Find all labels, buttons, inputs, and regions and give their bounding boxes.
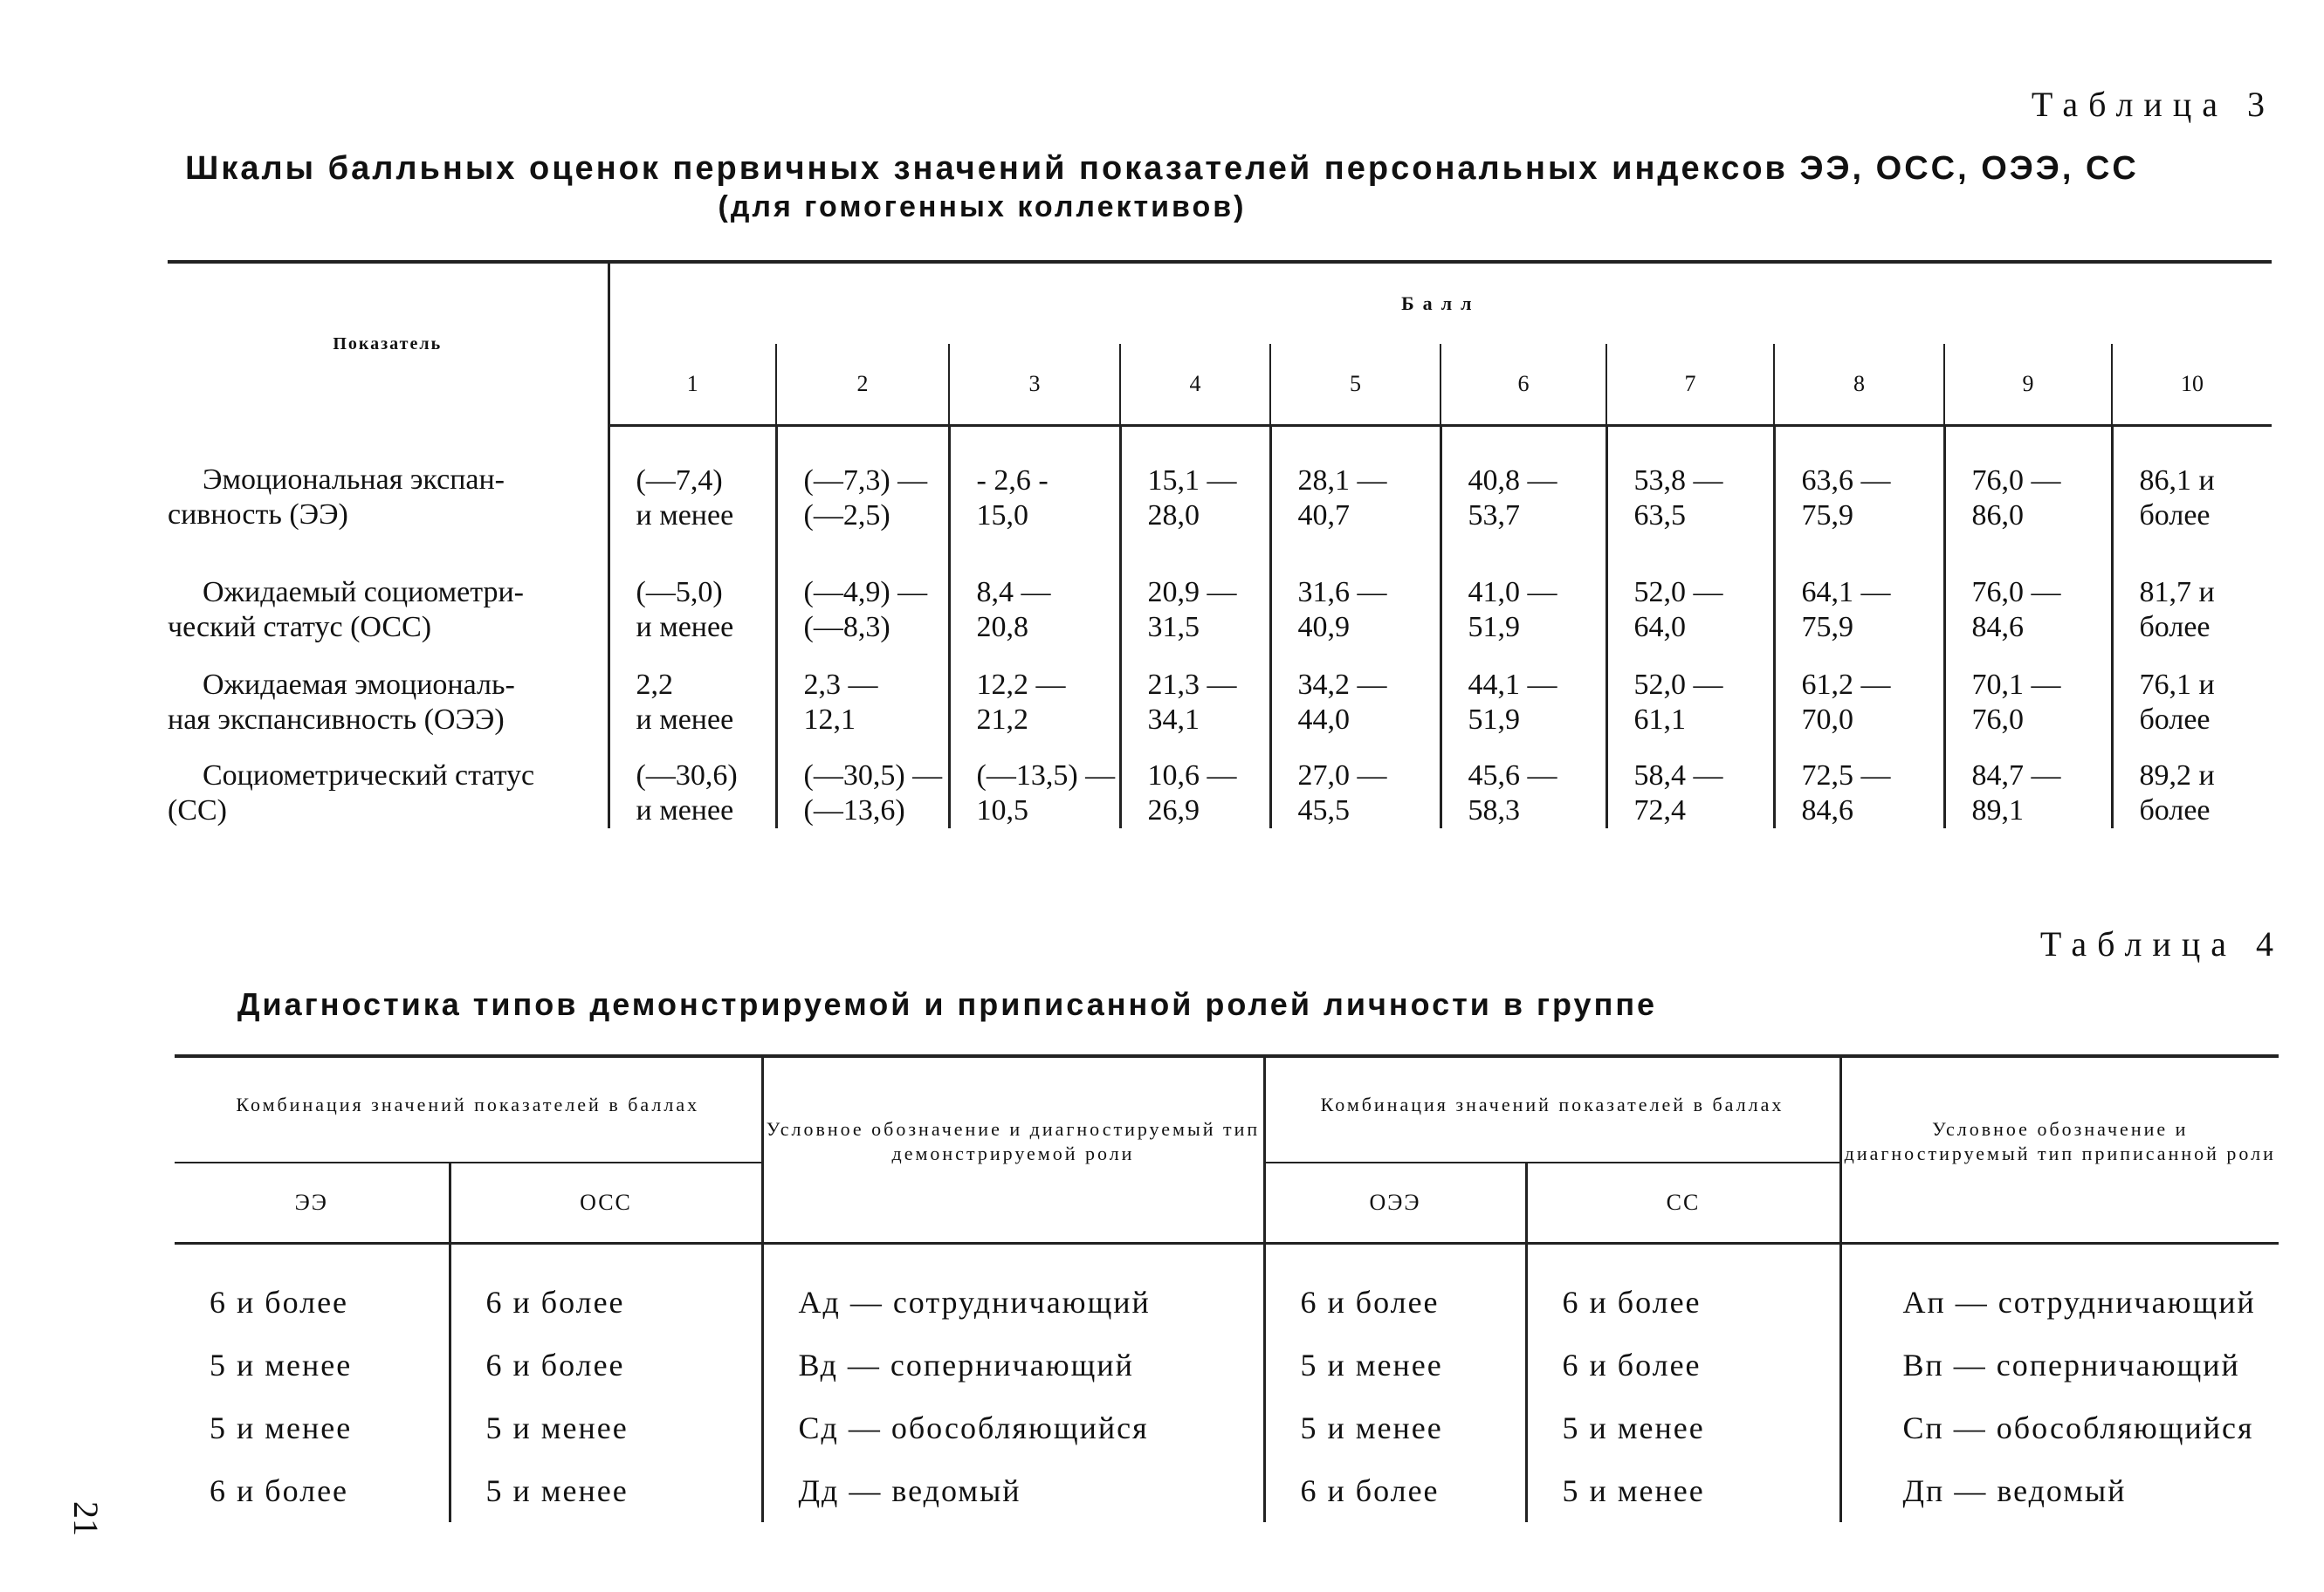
range-line2: 84,6	[1971, 611, 2024, 643]
range-line1: 86,1 и	[2139, 464, 2215, 497]
table3-row	[168, 661, 2272, 751]
score-range-cell	[776, 426, 949, 567]
range-line2: 51,9	[1468, 703, 1520, 736]
range-line1: 81,7 и	[2139, 576, 2215, 608]
demonstrated-role: Дд — ведомый	[762, 1459, 1264, 1522]
score-range-cell	[776, 751, 949, 828]
table4-row	[175, 1334, 2279, 1396]
score-range-cell	[2112, 751, 2272, 828]
col-ss-header: СС	[1526, 1163, 1840, 1244]
range-line1: 64,1 —	[1801, 576, 1891, 608]
score-col-5: 5	[1270, 344, 1440, 426]
score-col-1: 1	[609, 344, 776, 426]
ascribed-role: Ап — сотрудничающий	[1902, 1285, 2256, 1320]
range-line1: 76,1 и	[2139, 669, 2215, 701]
range-line2: 26,9	[1147, 794, 1200, 827]
range-line2: 40,9	[1297, 611, 1350, 643]
range-line1: 76,0 —	[1971, 464, 2061, 497]
score-col-7: 7	[1606, 344, 1774, 426]
score-range-cell	[1440, 751, 1606, 828]
score-col-10: 10	[2112, 344, 2272, 426]
indicator-name-line1: Ожидаемая эмоциональ-	[203, 669, 515, 701]
score-range-cell	[1606, 426, 1774, 567]
score-range-cell	[2112, 566, 2272, 661]
range-line1: (—4,9) —	[803, 576, 928, 608]
range-line2: 20,8	[976, 611, 1028, 643]
range-line1: 63,6 —	[1801, 464, 1891, 497]
range-line1: 34,2 —	[1297, 669, 1387, 701]
score-range-cell	[1120, 661, 1270, 751]
score-range-cell	[1440, 426, 1606, 567]
range-line1: 27,0 —	[1297, 759, 1387, 792]
table4	[175, 1054, 2279, 1522]
score-header: Балл	[609, 262, 2272, 344]
ee-value: 5 и менее	[175, 1396, 450, 1459]
table4-row	[175, 1396, 2279, 1459]
score-range-cell	[1120, 751, 1270, 828]
ss-value: 6 и более	[1526, 1244, 1840, 1335]
range-line1: 12,2 —	[976, 669, 1066, 701]
indicator-name-line2: сивность (ЭЭ)	[168, 498, 348, 531]
range-line1: 10,6 —	[1147, 759, 1237, 792]
col-ee-header: ЭЭ	[175, 1163, 450, 1244]
score-range-cell	[949, 751, 1120, 828]
ss-value: 6 и более	[1526, 1334, 1840, 1396]
score-range-cell	[1944, 426, 2112, 567]
range-line1: 53,8 —	[1633, 464, 1723, 497]
oee-value: 5 и менее	[1264, 1396, 1526, 1459]
score-range-cell	[949, 426, 1120, 567]
range-line1: 21,3 —	[1147, 669, 1237, 701]
score-range-cell	[1774, 751, 1944, 828]
score-range-cell	[1270, 426, 1440, 567]
cond-left-header: Условное обозначение и диагностируемый тип демонстрируемой роли	[762, 1056, 1264, 1244]
range-line2: 34,1	[1147, 703, 1200, 736]
range-line2: и менее	[636, 499, 734, 532]
score-range-cell	[1120, 426, 1270, 567]
range-line2: более	[2139, 703, 2211, 736]
ee-value: 6 и более	[175, 1244, 450, 1335]
table4-label: Таблица 4	[2039, 924, 2284, 964]
table4-title: Диагностика типов демонстрируемой и приписанной ролей личности в группе	[237, 986, 1658, 1022]
table4-row	[175, 1459, 2279, 1522]
range-line1: 40,8 —	[1468, 464, 1557, 497]
oee-value: 6 и более	[1264, 1459, 1526, 1522]
indicator-name	[168, 751, 609, 828]
range-line1: (—7,4)	[636, 464, 723, 497]
range-line2: 89,1	[1971, 794, 2024, 827]
demonstrated-role: Ад — сотрудничающий	[762, 1244, 1264, 1335]
range-line1: 15,1 —	[1147, 464, 1237, 497]
range-line1: 61,2 —	[1801, 669, 1891, 701]
score-range-cell	[1440, 661, 1606, 751]
range-line1: 2,3 —	[803, 669, 878, 701]
oee-value: 6 и более	[1264, 1244, 1526, 1335]
range-line1: 44,1 —	[1468, 669, 1557, 701]
ascribed-role: Вп — соперничающий	[1902, 1348, 2240, 1383]
range-line1: 52,0 —	[1633, 669, 1723, 701]
range-line2: 61,1	[1633, 703, 1686, 736]
range-line1: (—30,6)	[636, 759, 738, 792]
indicator-name-line2: ная экспансивность (ОЭЭ)	[168, 703, 505, 736]
range-line1: 52,0 —	[1633, 576, 1723, 608]
range-line2: (—13,6)	[803, 794, 905, 827]
range-line1: 28,1 —	[1297, 464, 1387, 497]
oss-value: 6 и более	[450, 1334, 762, 1396]
range-line2: и менее	[636, 703, 734, 736]
range-line2: 31,5	[1147, 611, 1200, 643]
range-line1: 41,0 —	[1468, 576, 1557, 608]
range-line2: 84,6	[1801, 794, 1853, 827]
indicator-name-line1: Ожидаемый социометри-	[203, 576, 525, 608]
range-line1: 31,6 —	[1297, 576, 1387, 608]
table3-row	[168, 426, 2272, 567]
oee-value: 5 и менее	[1264, 1334, 1526, 1396]
range-line1: 58,4 —	[1633, 759, 1723, 792]
table3-subtitle: (для гомогенных коллективов)	[718, 190, 1247, 223]
range-line2: 75,9	[1801, 499, 1853, 532]
score-range-cell	[1120, 566, 1270, 661]
indicator-name	[168, 426, 609, 567]
range-line1: 2,2	[636, 669, 673, 701]
oss-value: 5 и менее	[450, 1459, 762, 1522]
ss-value: 5 и менее	[1526, 1459, 1840, 1522]
score-range-cell	[1944, 661, 2112, 751]
range-line1: 45,6 —	[1468, 759, 1557, 792]
range-line2: 15,0	[976, 499, 1028, 532]
score-range-cell	[1774, 566, 1944, 661]
score-range-cell	[776, 661, 949, 751]
score-range-cell	[1606, 661, 1774, 751]
range-line2: 63,5	[1633, 499, 1686, 532]
range-line2: 86,0	[1971, 499, 2024, 532]
score-range-cell	[1774, 661, 1944, 751]
range-line2: 12,1	[803, 703, 856, 736]
ss-value: 5 и менее	[1526, 1396, 1840, 1459]
range-line2: 76,0	[1971, 703, 2024, 736]
score-range-cell	[1606, 566, 1774, 661]
range-line2: 58,3	[1468, 794, 1520, 827]
range-line1: (—13,5) —	[976, 759, 1116, 792]
table3-title: Шкалы балльных оценок первичных значений показателей персональных индексов ЭЭ, ОСС, ОЭЭ, СС	[185, 150, 2139, 187]
col-oee-header: ОЭЭ	[1264, 1163, 1526, 1244]
table3-row	[168, 566, 2272, 661]
score-col-4: 4	[1120, 344, 1270, 426]
oss-value: 6 и более	[450, 1244, 762, 1335]
table4-row	[175, 1244, 2279, 1335]
indicator-name-line1: Эмоциональная экспан-	[203, 463, 505, 496]
score-range-cell	[949, 661, 1120, 751]
indicator-name-line2: ческий статус (ОСС)	[168, 611, 432, 643]
score-range-cell	[776, 566, 949, 661]
range-line2: 10,5	[976, 794, 1028, 827]
score-range-cell	[609, 566, 776, 661]
range-line2: (—2,5)	[803, 499, 890, 532]
range-line1: 8,4 —	[976, 576, 1051, 608]
score-range-cell	[609, 751, 776, 828]
range-line2: 70,0	[1801, 703, 1853, 736]
score-range-cell	[1270, 566, 1440, 661]
table3	[168, 260, 2272, 828]
score-range-cell	[2112, 426, 2272, 567]
range-line1: 89,2 и	[2139, 759, 2215, 792]
demonstrated-role: Вд — соперничающий	[762, 1334, 1264, 1396]
score-col-8: 8	[1774, 344, 1944, 426]
score-col-9: 9	[1944, 344, 2112, 426]
range-line1: (—7,3) —	[803, 464, 928, 497]
score-range-cell	[609, 426, 776, 567]
score-col-2: 2	[776, 344, 949, 426]
range-line2: 72,4	[1633, 794, 1686, 827]
score-range-cell	[949, 566, 1120, 661]
range-line2: 28,0	[1147, 499, 1200, 532]
score-range-cell	[1774, 426, 1944, 567]
range-line2: (—8,3)	[803, 611, 890, 643]
group-right-header: Комбинация значений показателей в баллах	[1264, 1056, 1840, 1163]
cond-right-header: Условное обозначение и диагностируемый тип приписанной роли	[1840, 1056, 2279, 1244]
range-line1: 76,0 —	[1971, 576, 2061, 608]
range-line2: более	[2139, 794, 2211, 827]
range-line2: 64,0	[1633, 611, 1686, 643]
ee-value: 5 и менее	[175, 1334, 450, 1396]
range-line2: 44,0	[1297, 703, 1350, 736]
score-range-cell	[1270, 661, 1440, 751]
indicator-header: Показатель	[168, 262, 609, 426]
score-range-cell	[1944, 751, 2112, 828]
demonstrated-role: Сд — обособляющийся	[762, 1396, 1264, 1459]
score-range-cell	[2112, 661, 2272, 751]
table3-row	[168, 751, 2272, 828]
range-line2: и менее	[636, 611, 734, 643]
range-line2: 21,2	[976, 703, 1028, 736]
page-number: 21	[66, 1501, 106, 1536]
score-range-cell	[1944, 566, 2112, 661]
score-range-cell	[1270, 751, 1440, 828]
range-line1: 84,7 —	[1971, 759, 2061, 792]
oss-value: 5 и менее	[450, 1396, 762, 1459]
score-col-6: 6	[1440, 344, 1606, 426]
range-line2: и менее	[636, 794, 734, 827]
range-line2: 45,5	[1297, 794, 1350, 827]
table3-label: Таблица 3	[2031, 85, 2275, 124]
score-range-cell	[1440, 566, 1606, 661]
ascribed-role: Дп — ведомый	[1902, 1473, 2127, 1508]
range-line2: более	[2139, 611, 2211, 643]
indicator-name	[168, 661, 609, 751]
range-line2: 75,9	[1801, 611, 1853, 643]
score-range-cell	[1606, 751, 1774, 828]
range-line1: 20,9 —	[1147, 576, 1237, 608]
col-oss-header: ОСС	[450, 1163, 762, 1244]
indicator-name	[168, 566, 609, 661]
ee-value: 6 и более	[175, 1459, 450, 1522]
range-line1: 72,5 —	[1801, 759, 1891, 792]
indicator-name-line2: (СС)	[168, 794, 227, 827]
ascribed-role: Сп — обособляющийся	[1902, 1410, 2254, 1445]
range-line2: более	[2139, 499, 2211, 532]
score-col-3: 3	[949, 344, 1120, 426]
score-range-cell	[609, 661, 776, 751]
range-line1: 70,1 —	[1971, 669, 2061, 701]
range-line2: 40,7	[1297, 499, 1350, 532]
range-line2: 53,7	[1468, 499, 1520, 532]
range-line1: (—30,5) —	[803, 759, 943, 792]
range-line1: (—5,0)	[636, 576, 723, 608]
indicator-name-line1: Социометрический статус	[203, 759, 535, 792]
range-line2: 51,9	[1468, 611, 1520, 643]
range-line1: - 2,6 -	[976, 464, 1049, 497]
group-left-header: Комбинация значений показателей в баллах	[175, 1056, 762, 1163]
